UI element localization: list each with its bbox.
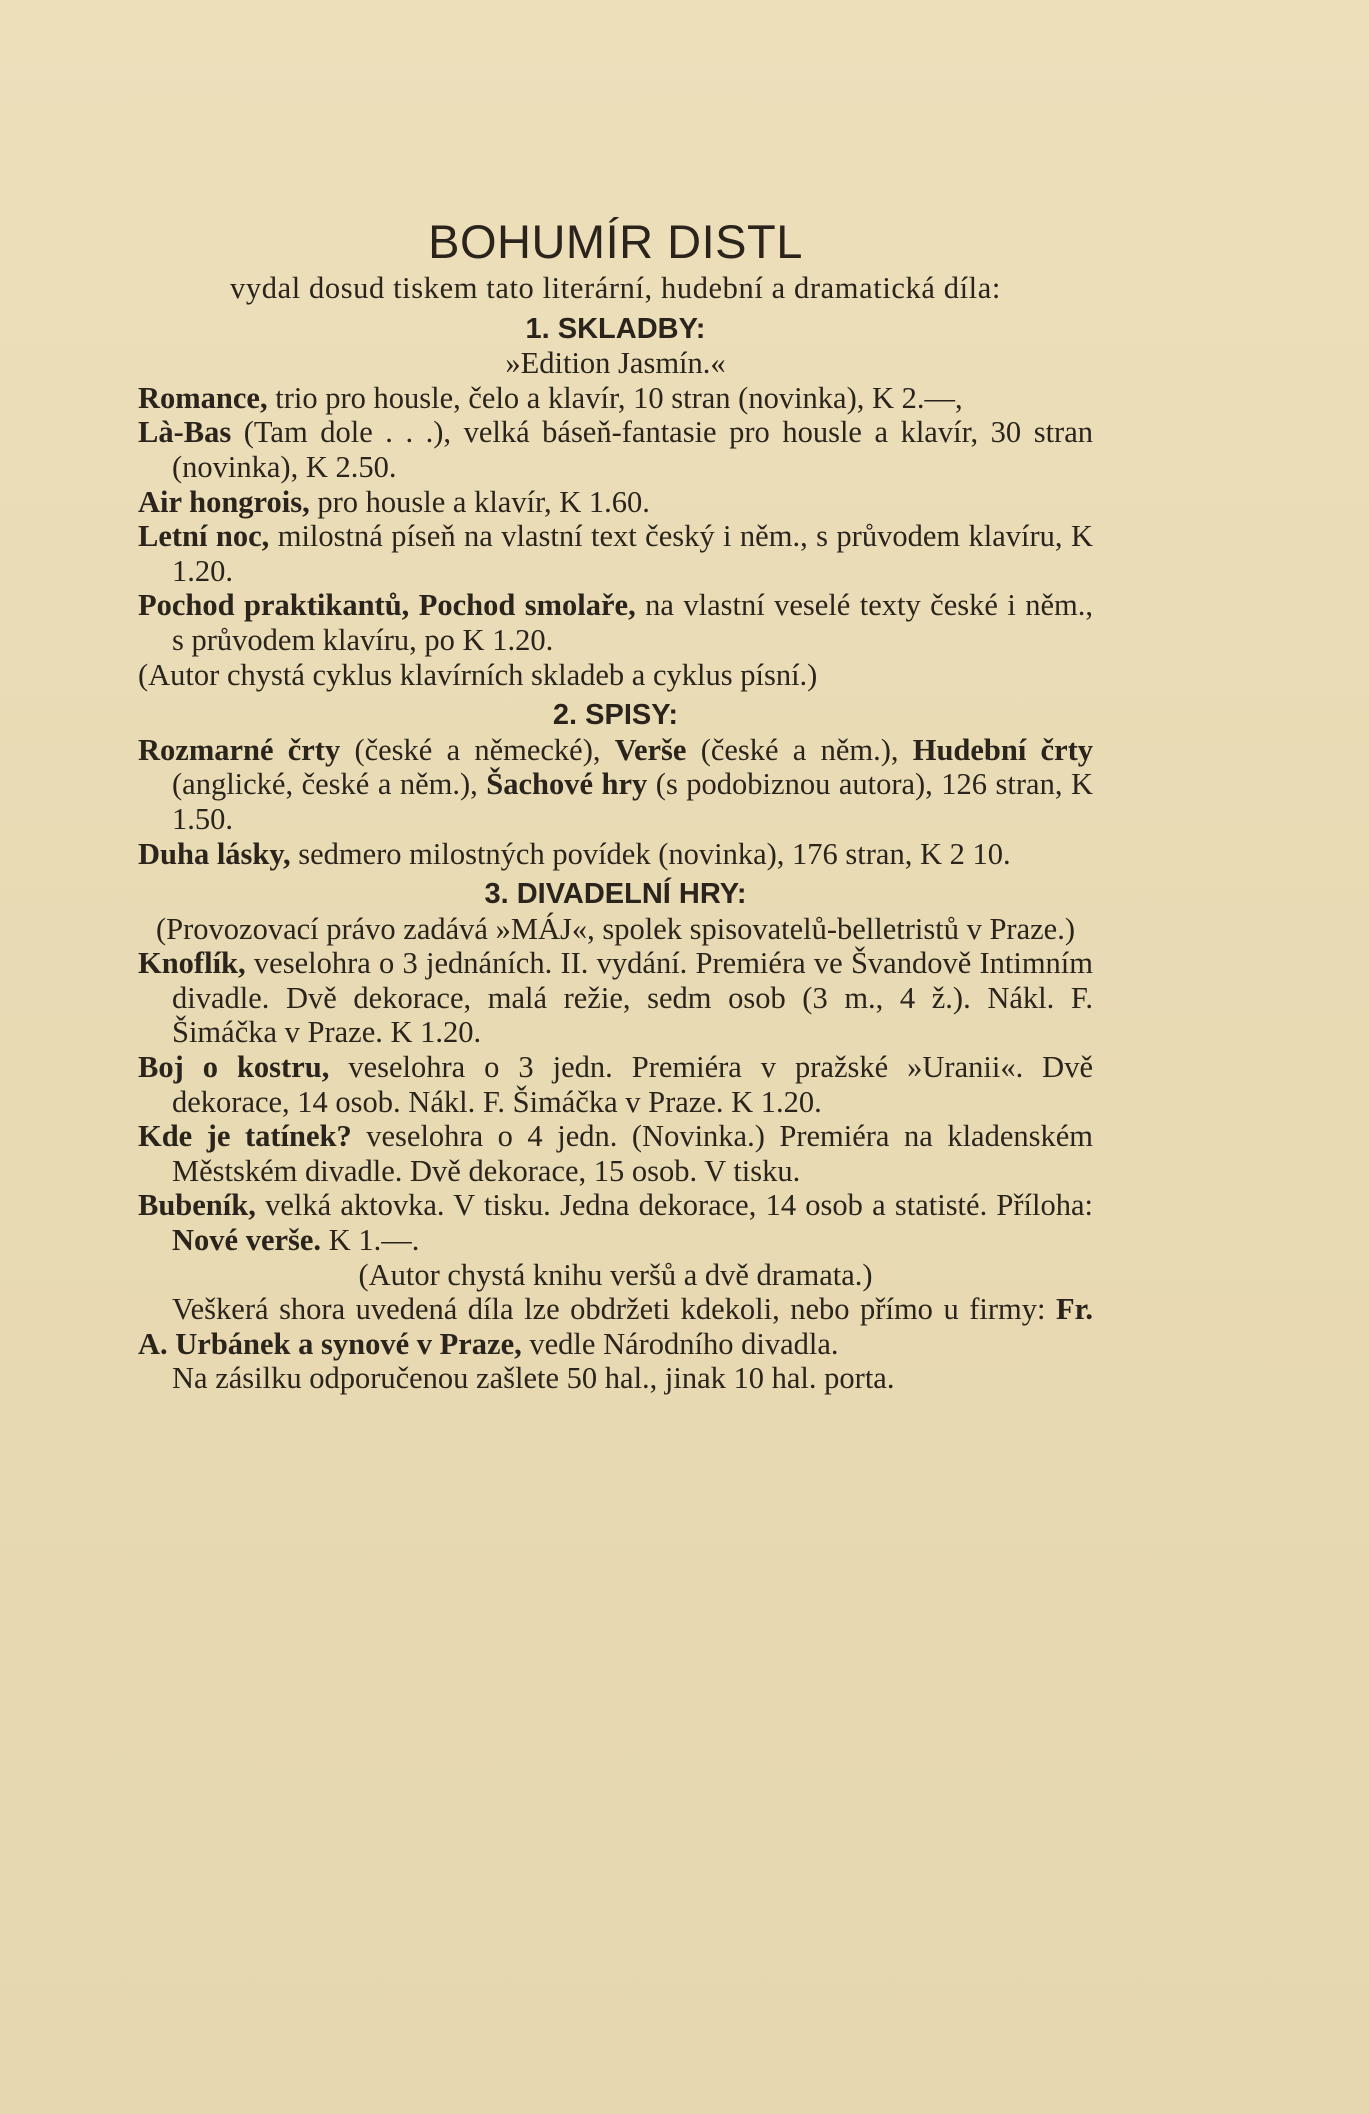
item-text: na vlastní veselé texty české i něm., s průvodem klavíru, po K 1.20. <box>172 588 1094 657</box>
footer-text: vedle Národního divadla. <box>529 1326 839 1361</box>
section-note: (Autor chystá knihu veršů a dvě dramata.) <box>358 1257 873 1292</box>
section-heading-divadelni-hry: 3. DIVADELNÍ HRY: <box>484 878 747 911</box>
section-heading-spisy: 2. SPISY: <box>552 699 679 732</box>
list-item <box>138 588 1093 657</box>
item-title: Air hongrois, <box>138 484 310 519</box>
item-text: velká aktovka. V tisku. Jedna dekorace, 14 osob a statisté. Příloha: <box>265 1188 1093 1223</box>
list-item <box>138 519 1093 588</box>
document-body <box>138 215 1093 1396</box>
list-item <box>138 733 1093 837</box>
list-item <box>138 381 1093 416</box>
item-title: Hudební črty <box>912 732 1094 767</box>
item-title: Bubeník, <box>138 1188 256 1223</box>
footer-paragraph-postage: Na zásilku odporučenou zašlete 50 hal., jinak 10 hal. porta. <box>172 1361 895 1396</box>
list-item <box>138 1050 1093 1119</box>
item-title: Pochod praktikantů, Pochod smolaře, <box>138 588 636 623</box>
list-item <box>138 837 1093 872</box>
item-title: Duha lásky, <box>138 836 291 871</box>
footer-text: Veškerá shora uvedená díla lze obdržeti kdekoli, nebo přímo u firmy: <box>172 1292 1046 1327</box>
item-text: (s podobiznou autora), 126 stran, K 1.50. <box>172 767 1093 836</box>
footer-paragraph-availability <box>138 1292 1093 1361</box>
item-title: Nové verše. <box>172 1223 322 1258</box>
item-title: Knoflík, <box>138 946 246 981</box>
section-note: (Autor chystá cyklus klavírních skladeb a cyklus písní.) <box>138 657 818 692</box>
item-text: (anglické, české a něm.), <box>172 767 478 802</box>
section-intro: (Provozovací právo zadává »MÁJ«, spolek spisovatelů-belletristů v Praze.) <box>156 911 1075 946</box>
section-heading-skladby: 1. SKLADBY: <box>525 312 706 345</box>
edition-label: »Edition Jasmín.« <box>505 346 726 381</box>
item-title: Šachové hry <box>486 767 648 802</box>
item-title: Letní noc, <box>138 519 270 554</box>
item-text: (české a něm.), <box>700 732 899 767</box>
item-title: Verše <box>614 732 687 767</box>
item-title: Rozmarné črty <box>138 732 341 767</box>
item-text: milostná píseň na vlastní text český i něm., s průvodem klavíru, K 1.20. <box>172 519 1093 588</box>
item-text: sedmero milostných povídek (novinka), 176 stran, K 2 10. <box>298 836 1011 871</box>
item-title: Romance, <box>138 380 268 415</box>
item-text: trio pro housle, čelo a klavír, 10 stran (novinka), K 2.—, <box>275 380 963 415</box>
item-text: veselohra o 3 jedn. Premiéra v pražské »Uranii«. Dvě dekorace, 14 osob. Nákl. F. Šimáčka v Praze. K 1.20. <box>172 1050 1093 1119</box>
item-text: veselohra o 4 jedn. (Novinka.) Premiéra na kladenském Městském divadle. Dvě dekorace, 15 osob. V tisku. <box>172 1119 1094 1188</box>
item-title: Là-Bas <box>138 415 232 450</box>
item-text: (Tam dole . . .), velká báseň-fantasie pro housle a klavír, 30 stran (novinka), K 2.50. <box>172 415 1094 484</box>
page-title: BOHUMÍR DISTL <box>428 215 803 268</box>
item-text: pro housle a klavír, K 1.60. <box>317 484 650 519</box>
intro-text: vydal dosud tiskem tato literární, hudební a dramatická díla: <box>230 271 1001 305</box>
publisher-name: Fr. A. Urbánek a synové v Praze, <box>138 1292 1093 1361</box>
list-item <box>138 1119 1093 1188</box>
item-title: Kde je tatínek? <box>138 1119 352 1154</box>
list-item <box>138 946 1093 1050</box>
list-item <box>138 485 1093 520</box>
item-text: veselohra o 3 jednáních. II. vydání. Premiéra ve Švandově Intimním divadle. Dvě dekorace, malá režie, sedm osob (3 m., 4 ž.). Nákl. F. Šimáčka v Praze. K 1.20. <box>172 946 1094 1050</box>
item-text: (české a německé), <box>354 732 601 767</box>
list-item <box>138 1188 1093 1257</box>
item-text: K 1.—. <box>328 1223 420 1258</box>
item-title: Boj o kostru, <box>138 1050 330 1085</box>
list-item <box>138 415 1093 484</box>
